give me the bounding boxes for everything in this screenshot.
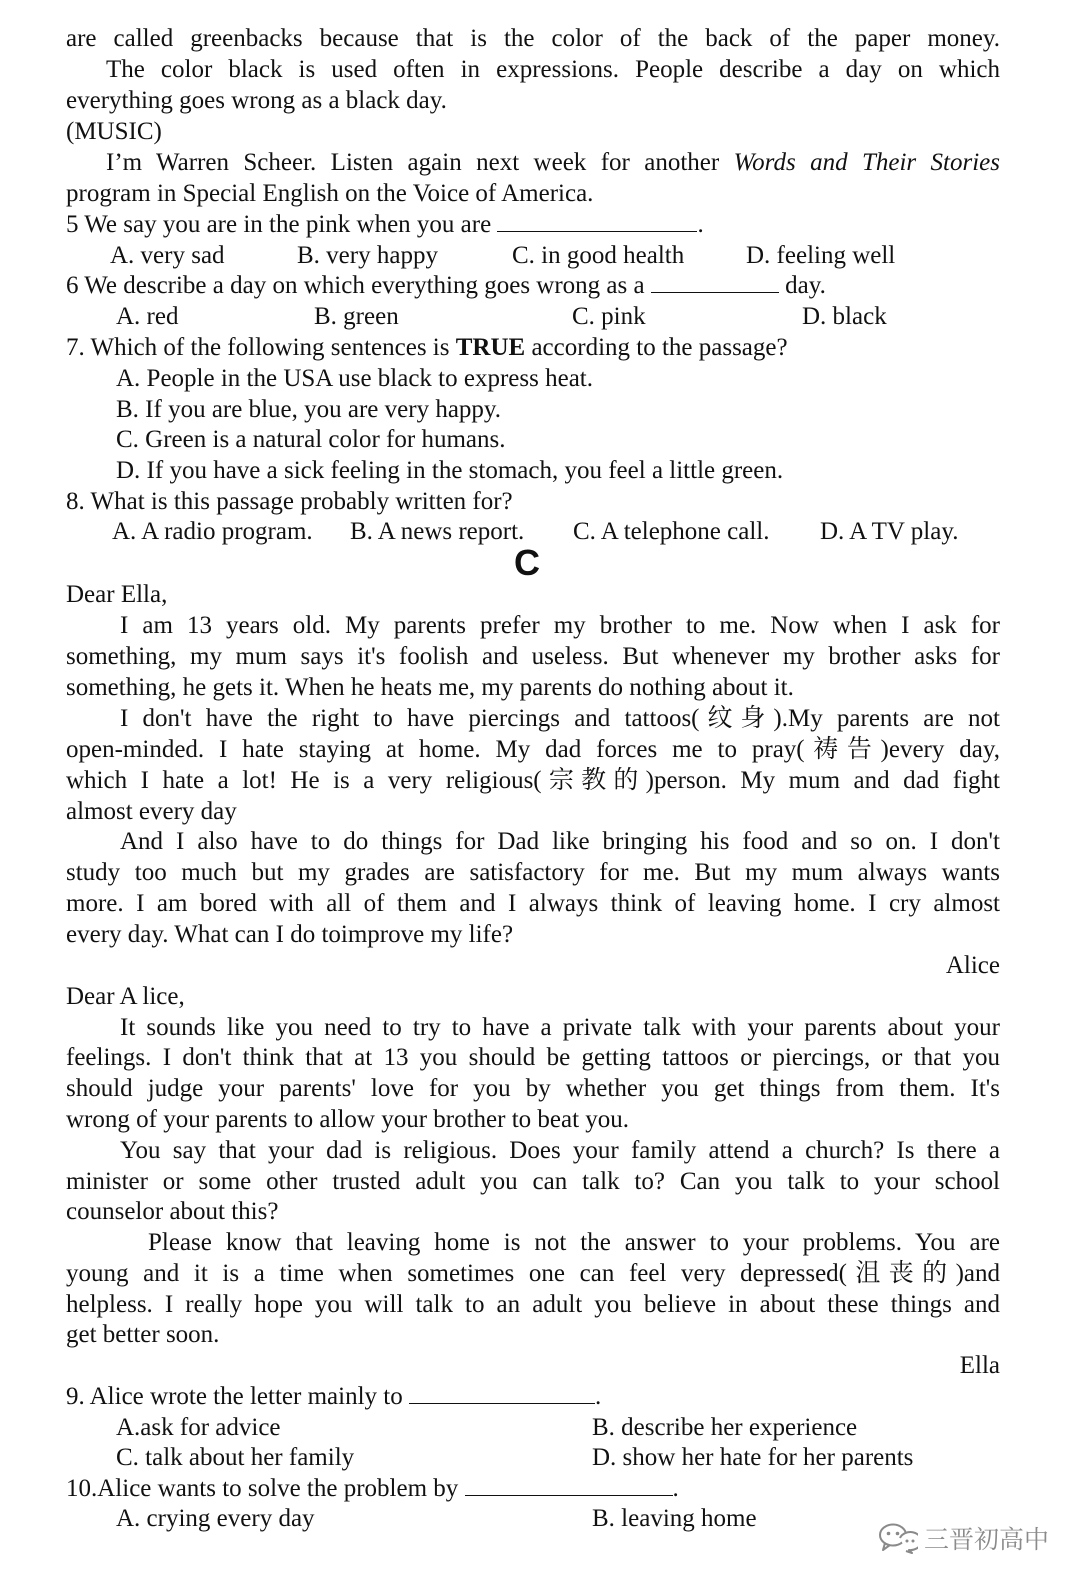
option-a[interactable]: A. red — [116, 303, 179, 330]
answer-blank[interactable] — [409, 1381, 595, 1404]
letter-line: counselor about this? — [66, 1198, 279, 1225]
answer-blank[interactable] — [465, 1473, 673, 1496]
option-a[interactable]: A.ask for advice — [116, 1414, 281, 1441]
question-7-stem — [66, 332, 788, 363]
letter-line: wrong of your parents to allow your brother to beat you. — [66, 1106, 630, 1133]
option-c[interactable]: C. Green is a natural color for humans. — [116, 426, 506, 453]
option-a[interactable]: A. crying every day — [116, 1505, 315, 1532]
option-c[interactable]: C. in good health — [512, 242, 685, 269]
question-10-stem — [66, 1473, 679, 1504]
letter-line: something, he gets it. When he heats me, my parents do nothing about it. — [66, 674, 794, 701]
letter-line: And I also have to do things for Dad like bringing his food and so on. I don't — [120, 828, 1000, 855]
option-d[interactable]: D. feeling well — [746, 242, 896, 269]
option-c[interactable]: C. pink — [572, 303, 646, 330]
option-b[interactable]: B. A news report. — [350, 518, 525, 545]
option-b[interactable]: B. leaving home — [592, 1505, 757, 1532]
question-text: 7. Which of the following sentences is — [66, 334, 456, 361]
letter-line: which I hate a lot! He is a very religious(宗教的)person. My mum and dad fight — [66, 767, 1000, 794]
question-text: 5 We say you are in the pink when you are — [66, 211, 492, 238]
option-c[interactable]: C. A telephone call. — [573, 518, 770, 545]
option-d[interactable]: D. If you have a sick feeling in the stomach, you feel a little green. — [116, 457, 784, 484]
watermark — [878, 1520, 1049, 1556]
question-5-stem — [66, 209, 704, 240]
passage-line: program in Special English on the Voice of America. — [66, 180, 594, 207]
answer-blank[interactable] — [651, 270, 779, 293]
question-end: day. — [785, 272, 826, 299]
letter-line: should judge your parents' love for you by whether you get things from them. It's — [66, 1075, 1000, 1102]
letter-line: I don't have the right to have piercings and tattoos(纹身).My parents are not — [120, 705, 1000, 732]
passage-line: are called greenbacks because that is the color of the back of the paper money. — [66, 25, 1000, 52]
letter-line: young and it is a time when sometimes one can feel very depressed(沮丧的)and — [66, 1260, 1000, 1287]
option-b[interactable]: B. describe her experience — [592, 1414, 858, 1441]
option-d[interactable]: D. show her hate for her parents — [592, 1444, 914, 1471]
option-b[interactable]: B. very happy — [297, 242, 438, 269]
letter-line: I am 13 years old. My parents prefer my brother to me. Now when I ask for — [120, 612, 1000, 639]
option-a[interactable]: A. very sad — [110, 242, 225, 269]
option-c[interactable]: C. talk about her family — [116, 1444, 355, 1471]
question-9-stem — [66, 1381, 601, 1412]
program-title: Words and Their Stories — [733, 149, 1000, 176]
letter-line: feelings. I don't think that at 13 you should be getting tattoos or piercings, or that you — [66, 1044, 1000, 1071]
music-cue: (MUSIC) — [66, 118, 162, 145]
passage-line — [106, 147, 1000, 178]
keyword-true: TRUE — [455, 334, 526, 361]
letter-line: study too much but my grades are satisfactory for me. But my mum always wants — [66, 859, 1000, 886]
question-text: 6 We describe a day on which everything goes wrong as a — [66, 272, 645, 299]
wechat-icon — [878, 1522, 918, 1554]
option-d[interactable]: D. black — [802, 303, 887, 330]
letter-line: every day. What can I do toimprove my life? — [66, 921, 514, 948]
passage-text: I’m Warren Scheer. Listen again next week for another — [106, 149, 734, 176]
letter-line: helpless. I really hope you will talk to an adult you believe in about these things and — [66, 1291, 1000, 1318]
question-end: . — [672, 1475, 679, 1502]
option-a[interactable]: A. People in the USA use black to express heat. — [116, 365, 593, 392]
letter-line: Please know that leaving home is not the answer to your problems. You are — [148, 1229, 1000, 1256]
letter-line: You say that your dad is religious. Does your family attend a church? Is there a — [120, 1137, 1000, 1164]
letter-greeting: Dear Ella, — [66, 581, 168, 608]
question-8-stem: 8. What is this passage probably written for? — [66, 488, 513, 515]
answer-blank[interactable] — [497, 209, 697, 232]
letter-signature: Ella — [959, 1352, 1000, 1379]
passage-line: everything goes wrong as a black day. — [66, 87, 447, 114]
letter-line: something, my mum says it's foolish and useless. But whenever my brother asks for — [66, 643, 1000, 670]
option-b[interactable]: B. green — [314, 303, 399, 330]
passage-line: The color black is used often in expressions. People describe a day on which — [106, 56, 1000, 83]
question-end: . — [594, 1383, 602, 1410]
option-d[interactable]: D. A TV play. — [820, 518, 959, 545]
section-heading-c: C — [514, 542, 540, 583]
watermark-text: 三晋初高中 — [924, 1525, 1050, 1554]
letter-line: It sounds like you need to try to have a private talk with your parents about your — [120, 1014, 1000, 1041]
question-text: according to the passage? — [525, 334, 788, 361]
question-text: 9. Alice wrote the letter mainly to — [66, 1383, 403, 1410]
letter-line: minister or some other trusted adult you can talk to? Can you talk to your school — [66, 1168, 1000, 1195]
question-text: 10.Alice wants to solve the problem by — [66, 1475, 459, 1502]
letter-line: almost every day — [66, 798, 237, 825]
letter-line: get better soon. — [66, 1321, 220, 1348]
letter-line: more. I am bored with all of them and I always think of leaving home. I cry almost — [66, 890, 1000, 917]
option-b[interactable]: B. If you are blue, you are very happy. — [116, 396, 502, 423]
letter-greeting: Dear A lice, — [66, 983, 185, 1010]
option-a[interactable]: A. A radio program. — [112, 518, 313, 545]
question-6-stem — [66, 270, 826, 301]
letter-line: open-minded. I hate staying at home. My dad forces me to pray(祷告)every day, — [66, 736, 1000, 763]
letter-signature: Alice — [945, 952, 1000, 979]
question-end: . — [697, 211, 704, 238]
